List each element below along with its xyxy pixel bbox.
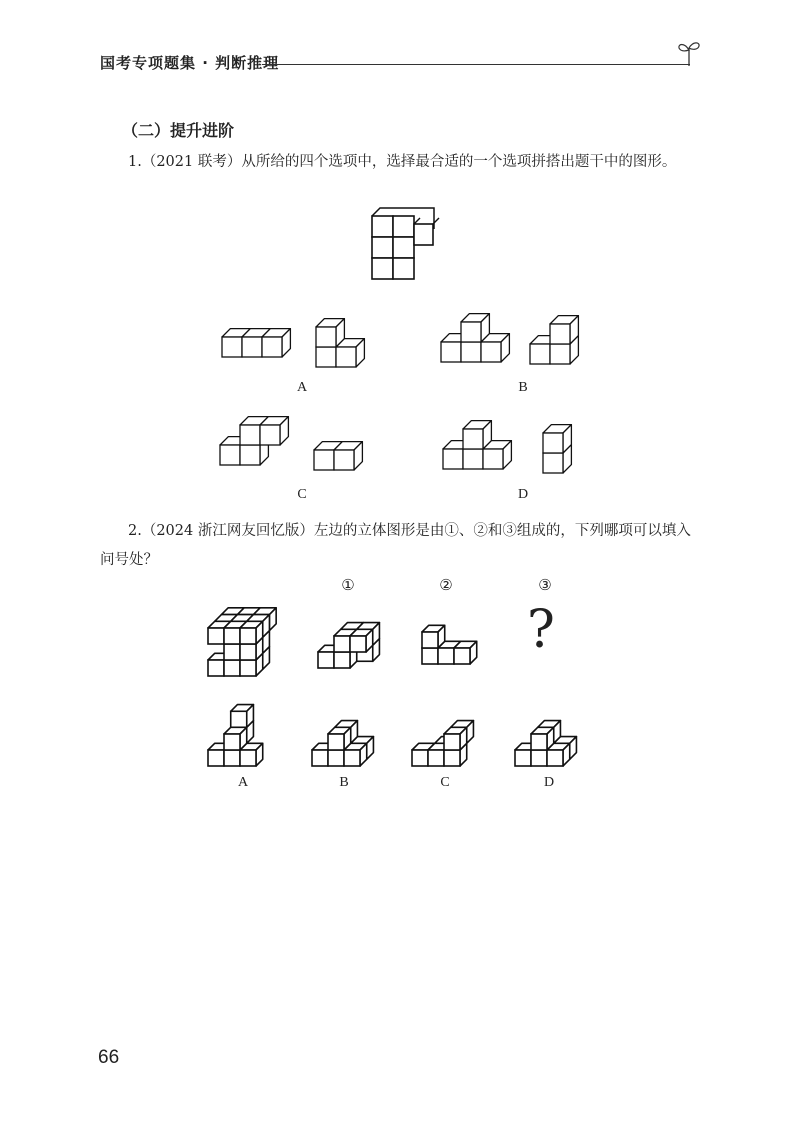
q2-part-2-marker: ② xyxy=(439,576,453,594)
q1-option-a-piece-2 xyxy=(316,319,364,367)
q1-option-d-piece-2 xyxy=(543,425,571,473)
question-2-text: 2.（2024 浙江网友回忆版）左边的立体图形是由①、②和③组成的，下列哪项可以填入问号处？ xyxy=(100,523,691,568)
running-header-title: 国考专项题集 · 判断推理 xyxy=(100,54,280,72)
q2-part-3-marker: ③ xyxy=(538,576,552,594)
question-1-text: 1.（2021 联考）从所给的四个选项中，选择最合适的一个选项拼搭出题干中的图形。 xyxy=(128,154,677,170)
q1-option-a-piece-1 xyxy=(222,329,290,357)
q2-option-c-label: C xyxy=(440,775,450,790)
q1-option-b-label: B xyxy=(518,380,528,395)
q1-option-b-piece-1 xyxy=(441,314,509,362)
q2-stem-figure xyxy=(208,608,276,676)
q1-option-c-label: C xyxy=(297,487,307,502)
q2-option-c-figure xyxy=(412,721,473,766)
q1-option-c-piece-2 xyxy=(314,442,362,470)
q1-option-b-piece-2 xyxy=(530,316,578,364)
q2-option-a-label: A xyxy=(237,775,249,790)
q2-option-a-figure xyxy=(208,705,263,766)
q2-option-b-label: B xyxy=(339,775,349,790)
section-title: （二）提升进阶 xyxy=(122,121,235,140)
q2-option-b-figure xyxy=(312,721,373,766)
q2-part-1-figure xyxy=(318,623,379,668)
q2-option-d-label: D xyxy=(543,775,555,790)
page-number: 66 xyxy=(98,1047,120,1068)
q1-option-d-piece-1 xyxy=(443,421,511,469)
q1-option-d-label: D xyxy=(517,487,529,502)
q1-option-c-piece-1 xyxy=(220,417,288,465)
q1-stem-figure xyxy=(372,208,439,279)
q2-part-1-marker: ① xyxy=(341,576,355,594)
q2-option-d-figure xyxy=(515,721,576,766)
q2-part-2-figure xyxy=(422,625,477,664)
q1-option-a-label: A xyxy=(296,380,308,395)
question-mark: ? xyxy=(527,600,555,660)
